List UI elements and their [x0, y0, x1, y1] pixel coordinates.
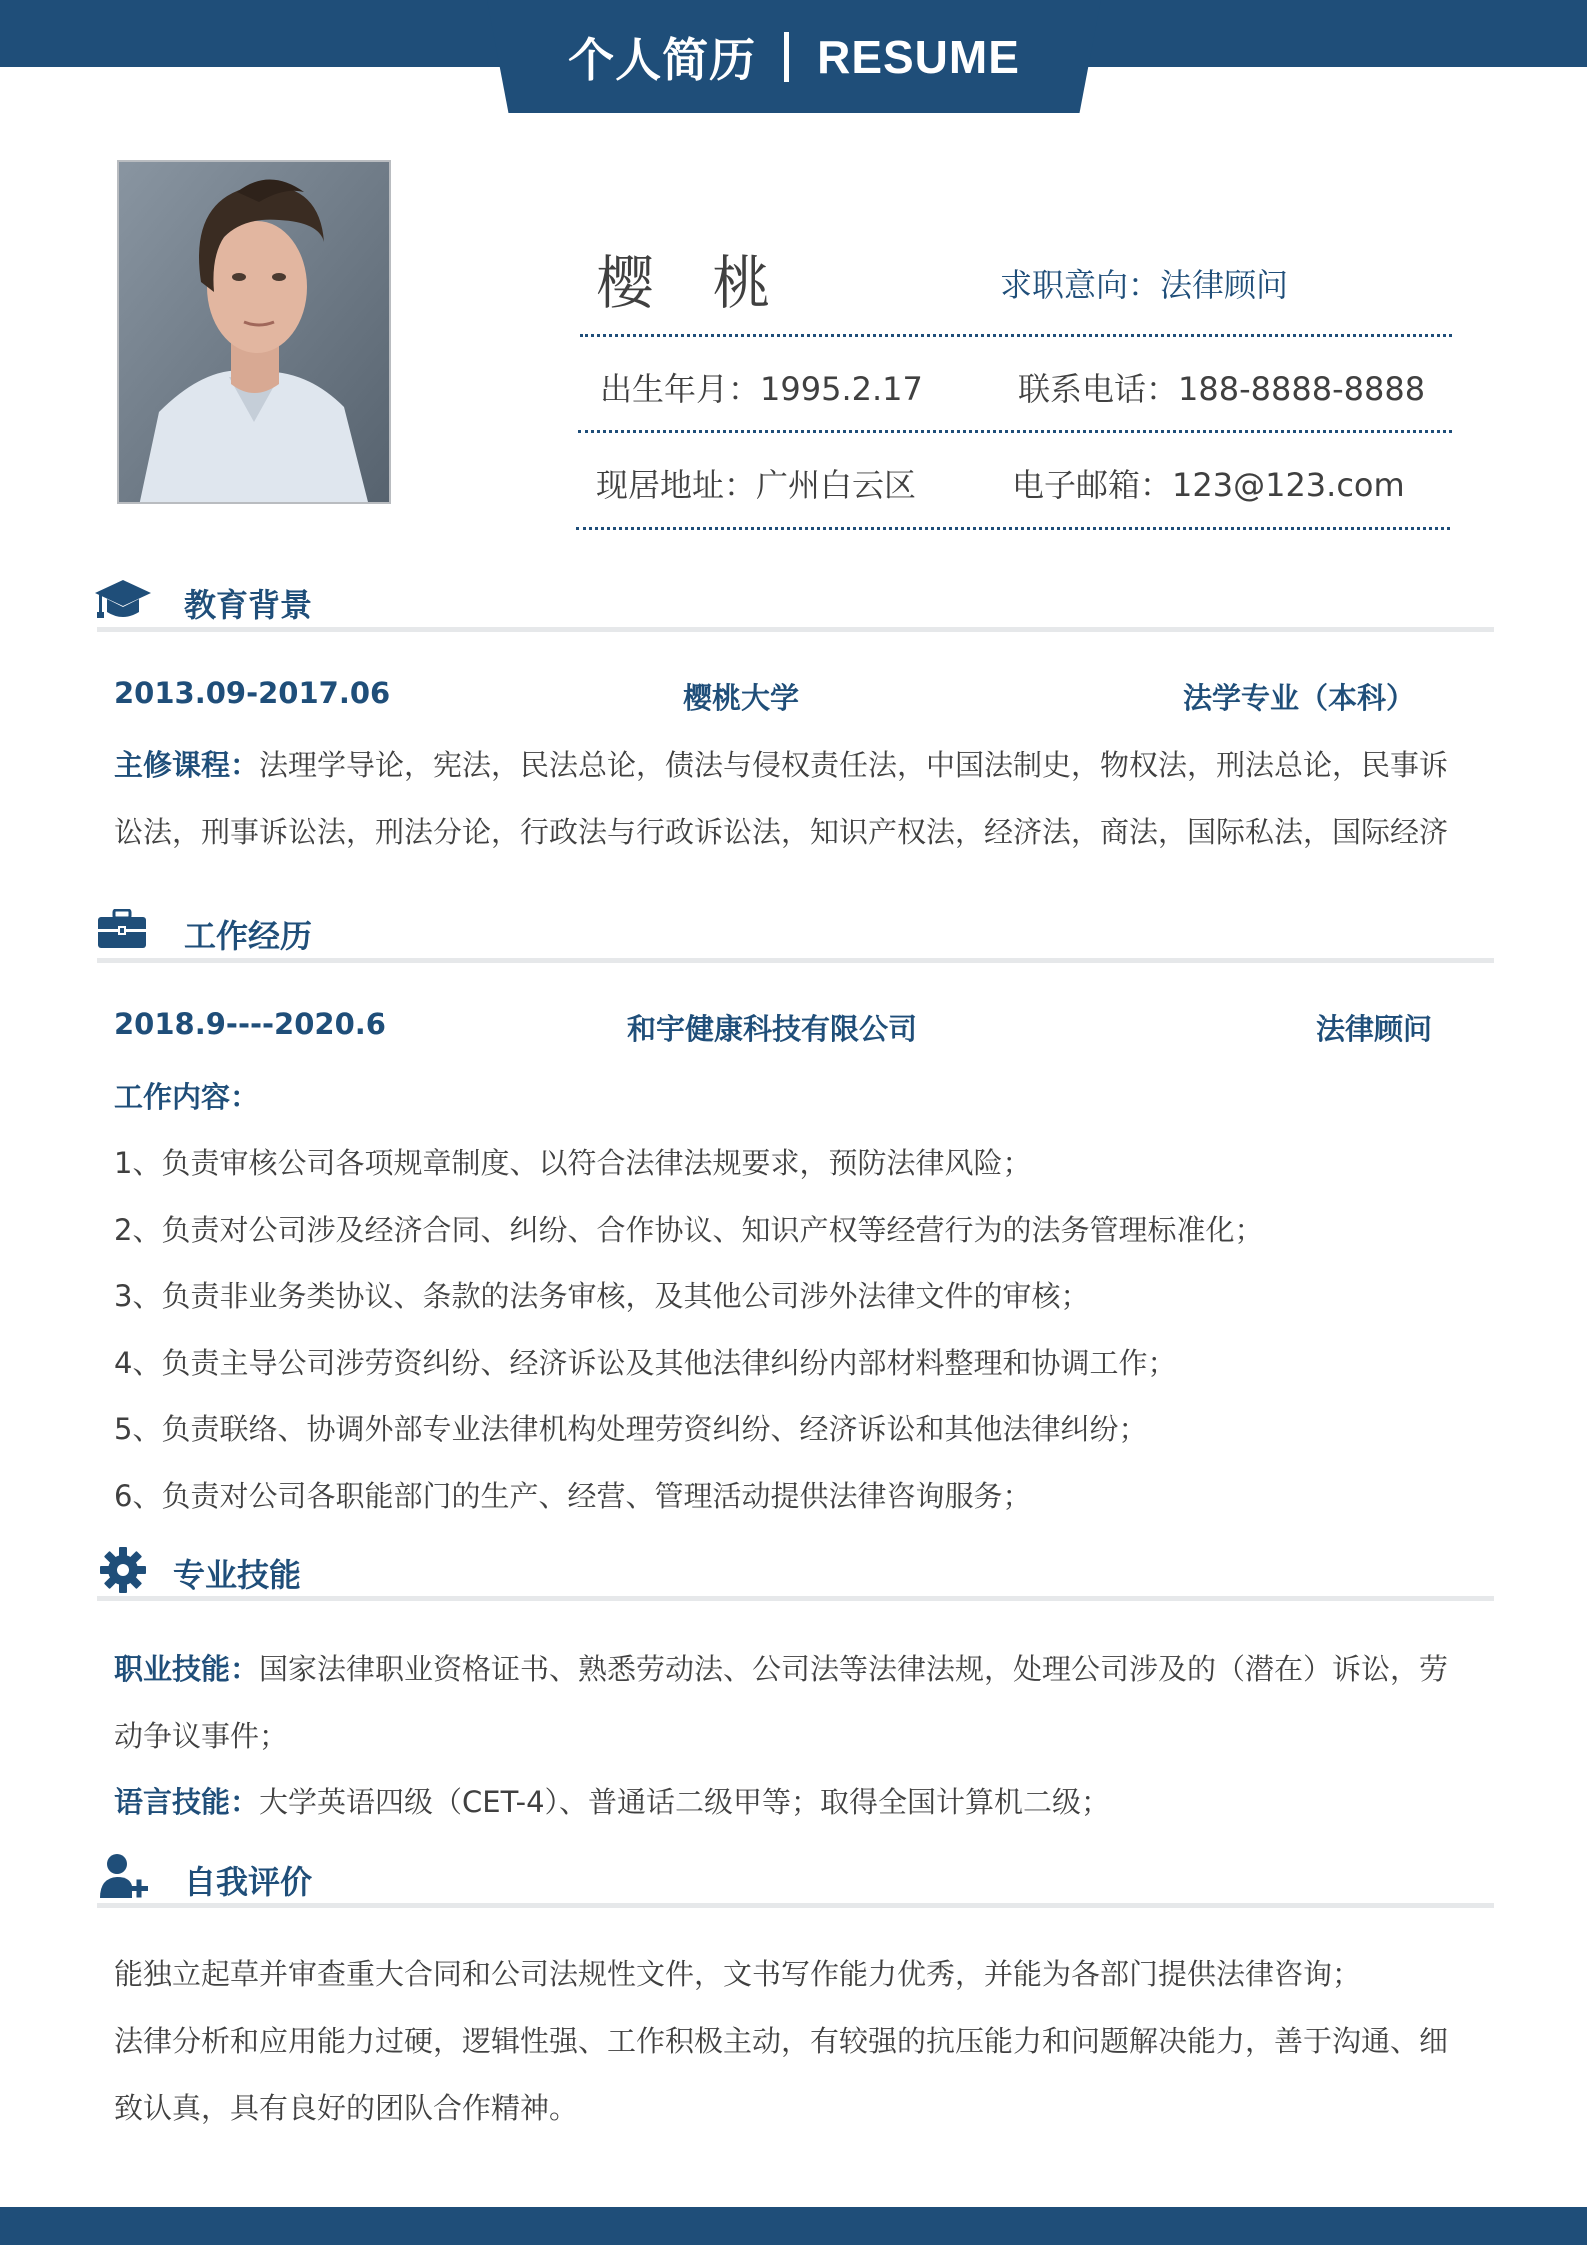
divider — [576, 527, 1450, 530]
work-heading: 工作经历 — [184, 917, 313, 955]
job-intent: 求职意向：法律顾问 — [1000, 266, 1289, 304]
courses-label: 主修课程： — [114, 748, 260, 782]
lang-skills-text: 大学英语四级（CET-4）、普通话二级甲等；取得全国计算机二级； — [259, 1785, 1111, 1819]
profile-photo — [117, 160, 391, 504]
evaluation-line: 法律分析和应用能力过硬，逻辑性强、工作积极主动，有较强的抗压能力和问题解决能力，善于沟通、细 — [114, 2024, 1449, 2058]
professional-skills-line-2: 动争议事件； — [114, 1719, 289, 1753]
professional-skills — [114, 1647, 1448, 1688]
title-cn: 个人简历 — [568, 32, 757, 87]
job-position: 法律顾问 — [1316, 1012, 1433, 1046]
address: 现居地址：广州白云区 — [596, 466, 917, 504]
lang-skills-label: 语言技能： — [114, 1785, 260, 1819]
language-skills — [114, 1780, 1110, 1821]
user-plus-icon — [100, 1852, 150, 1906]
evaluation-heading: 自我评价 — [184, 1863, 313, 1901]
courses-text: 法理学导论，宪法，民法总论，债法与侵权责任法，中国法制史，物权法，刑法总论，民事诉 — [259, 748, 1449, 782]
section-rule — [97, 958, 1494, 963]
school-name: 樱桃大学 — [683, 681, 800, 715]
work-item: 3、负责非业务类协议、条款的法务审核，及其他公司涉外法律文件的审核； — [114, 1279, 1090, 1313]
email: 电子邮箱：123@123.com — [1012, 466, 1405, 504]
section-rule — [97, 627, 1494, 632]
graduation-cap-icon — [94, 578, 152, 624]
pro-skills-label: 职业技能： — [114, 1652, 260, 1686]
title-en: RESUME — [817, 30, 1020, 83]
skills-heading: 专业技能 — [173, 1556, 302, 1594]
portrait-image — [119, 162, 391, 504]
work-item: 2、负责对公司涉及经济合同、纠纷、合作协议、知识产权等经营行为的法务管理标准化； — [114, 1213, 1264, 1247]
pro-skills-text: 国家法律职业资格证书、熟悉劳动法、公司法等法律法规，处理公司涉及的（潜在）诉讼，劳 — [259, 1652, 1449, 1686]
work-item: 5、负责联络、协调外部专业法律机构处理劳资纠纷、经济诉讼和其他法律纠纷； — [114, 1412, 1148, 1446]
candidate-name: 樱 桃 — [596, 249, 791, 317]
courses-line-2: 讼法，刑事诉讼法，刑法分论，行政法与行政诉讼法，知识产权法，经济法，商法，国际私法，国际经济 — [114, 815, 1449, 849]
work-content-label: 工作内容： — [114, 1080, 260, 1114]
work-item: 6、负责对公司各职能部门的生产、经营、管理活动提供法律咨询服务； — [114, 1479, 1032, 1513]
evaluation-line: 能独立起草并审查重大合同和公司法规性文件，文书写作能力优秀，并能为各部门提供法律咨询； — [114, 1957, 1362, 1991]
bottom-banner — [0, 2207, 1587, 2245]
section-rule — [97, 1596, 1494, 1601]
divider — [578, 430, 1452, 433]
company-name: 和宇健康科技有限公司 — [627, 1012, 918, 1046]
briefcase-icon — [97, 909, 147, 953]
title-separator — [784, 32, 789, 82]
section-rule — [97, 1903, 1494, 1908]
divider — [580, 334, 1452, 337]
courses-line — [114, 743, 1448, 784]
work-item: 1、负责审核公司各项规章制度、以符合法律法规要求，预防法律风险； — [114, 1146, 1032, 1180]
birth-date: 出生年月：1995.2.17 — [600, 370, 923, 408]
phone-number: 联系电话：188-8888-8888 — [1018, 370, 1426, 408]
major: 法学专业（本科） — [1183, 681, 1416, 715]
work-period: 2018.9----2020.6 — [114, 1007, 386, 1041]
education-heading: 教育背景 — [184, 586, 313, 624]
evaluation-line: 致认真，具有良好的团队合作精神。 — [114, 2091, 579, 2125]
resume-title — [487, 0, 1101, 113]
gear-icon — [99, 1546, 147, 1598]
work-item: 4、负责主导公司涉劳资纠纷、经济诉讼及其他法律纠纷内部材料整理和协调工作； — [114, 1346, 1177, 1380]
education-period: 2013.09-2017.06 — [114, 676, 391, 710]
